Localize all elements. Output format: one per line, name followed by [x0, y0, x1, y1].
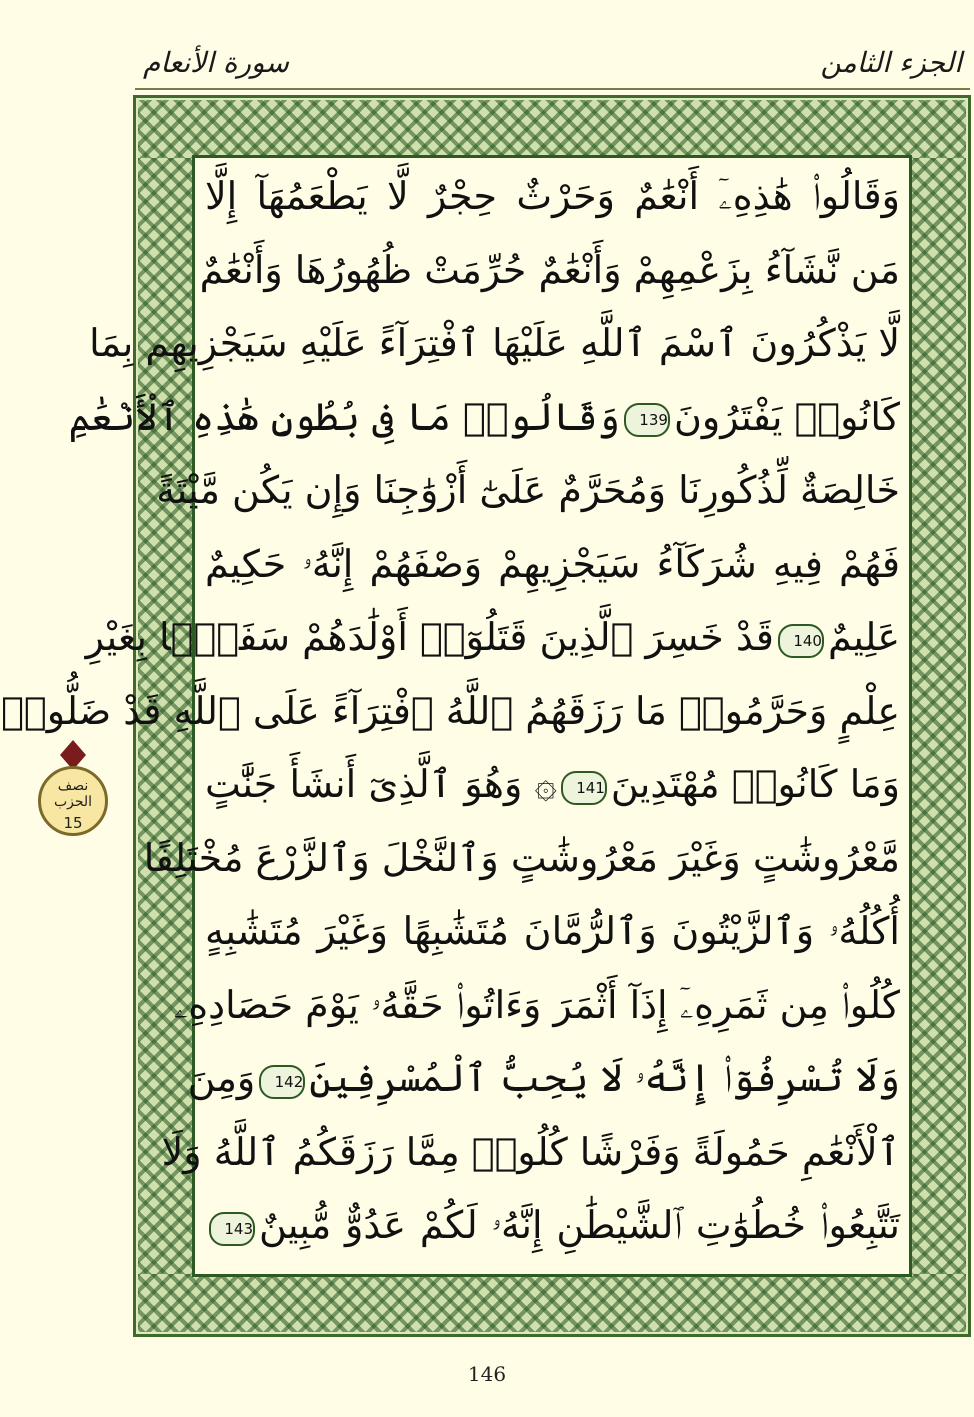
verse-line-continuation: ۞ وَهُوَ ٱلَّذِىٓ أَنشَأَ جَنَّٰتٍ: [205, 762, 557, 806]
verse-line: [161, 1116, 900, 1190]
verse-line-text: تَتَّبِعُوا۟ خُطُوَٰتِ ٱلشَّيْطَٰنِ إِنَّهُۥ لَكُمْ عَدُوٌّ مُّبِينٌ: [259, 1203, 900, 1247]
verse-line: [173, 969, 900, 1043]
hizb-label-top: نصف: [57, 778, 89, 794]
ayah-number-marker: 140: [778, 624, 824, 658]
verse-line-continuation: وَقَالُوا۟ مَا فِى بُطُونِ هَٰذِهِ ٱلْأَنْعَٰمِ: [68, 394, 620, 439]
verse-line-text: خَالِصَةٌ لِّذُكُورِنَا وَمُحَرَّمٌ عَلَىٰٓ أَزْوَٰجِنَا وَإِن يَكُن مَّيْتَةً: [156, 468, 900, 512]
hizb-number: 15: [63, 814, 83, 832]
verse-line-text: وَمَا كَانُوا۟ مُهْتَدِينَ: [610, 762, 900, 806]
verse-line: [68, 381, 900, 455]
verse-line-text: عِلْمٍ وَحَرَّمُوا۟ مَا رَزَقَهُمُ ٱللَّهُ ٱفْتِرَآءً عَلَى ٱللَّهِ قَدْ ضَلُّوا۟: [1, 688, 900, 733]
page-number: 146: [467, 1362, 507, 1386]
verse-line-text: أُكُلُهُۥ وَٱلزَّيْتُونَ وَٱلرُّمَّانَ مُتَشَٰبِهًا وَغَيْرَ مُتَشَٰبِهٍ: [205, 909, 900, 953]
verse-line: [205, 528, 900, 602]
verse-line-text: مَن نَّشَآءُ بِزَعْمِهِمْ وَأَنْعَٰمٌ حُرِّمَتْ ظُهُورُهَا وَأَنْعَٰمٌ: [199, 247, 900, 292]
verse-line-text: عَلِيمٌ: [827, 615, 900, 659]
verse-line-text: ٱلْأَنْعَٰمِ حَمُولَةً وَفَرْشًا كُلُوا۟ مِمَّا رَزَقَكُمُ ٱللَّهُ وَلَا: [161, 1129, 900, 1174]
surah-label: سورة الأنعام: [143, 46, 289, 79]
verse-line-text: كُلُوا۟ مِن ثَمَرِهِۦٓ إِذَآ أَثْمَرَ وَءَاتُوا۟ حَقَّهُۥ يَوْمَ حَصَادِهِۦ: [173, 982, 900, 1027]
ayah-number-marker: 142: [259, 1065, 305, 1099]
verse-line-text: كَانُوا۟ يَفْتَرُونَ: [673, 394, 900, 439]
page-header: [135, 44, 970, 90]
verse-line: [205, 1189, 900, 1263]
verse-line-text: لَّا يَذْكُرُونَ ٱسْمَ ٱللَّهِ عَلَيْهَا ٱفْتِرَآءً عَلَيْهِ سَيَجْزِيهِم بِمَا: [89, 321, 900, 365]
verse-line-text: مَّعْرُوشَٰتٍ وَغَيْرَ مَعْرُوشَٰتٍ وَٱلنَّخْلَ وَٱلزَّرْعَ مُخْتَلِفًا: [143, 835, 900, 880]
juz-label: الجزء الثامن: [820, 46, 962, 79]
verse-line-continuation: قَدْ خَسِرَ ٱلَّذِينَ قَتَلُوٓا۟ أَوْلَٰدَهُمْ سَفَهًۢا بِغَيْرِ: [85, 615, 774, 659]
verse-line: [156, 454, 900, 528]
hizb-marker: [30, 738, 116, 854]
verse-line: [89, 307, 900, 381]
verse-line: [205, 748, 900, 822]
verse-line: [199, 234, 900, 308]
verse-line: [85, 601, 900, 675]
ayah-number-marker: 141: [561, 771, 607, 805]
verse-line-text: فَهُمْ فِيهِ شُرَكَآءُ سَيَجْزِيهِمْ وَصْفَهُمْ إِنَّهُۥ حَكِيمٌ: [205, 541, 900, 586]
verse-line: [205, 160, 900, 234]
verse-line-text: وَقَالُوا۟ هَٰذِهِۦٓ أَنْعَٰمٌ وَحَرْثٌ حِجْرٌ لَّا يَطْعَمُهَآ إِلَّا: [205, 174, 900, 218]
verse-line-text: وَلَا تُسْرِفُوٓا۟ إِنَّهُۥ لَا يُحِبُّ ٱلْمُسْرِفِينَ: [309, 1056, 900, 1100]
verse-line: [187, 1042, 900, 1116]
verse-line-continuation: وَمِنَ: [187, 1056, 256, 1100]
ayah-number-marker: 143: [209, 1212, 255, 1246]
ayah-number-marker: 139: [624, 403, 670, 437]
verse-line: [205, 895, 900, 969]
verse-line: [1, 675, 900, 749]
hizb-label-bottom: الحزب: [53, 794, 93, 810]
verse-line: [143, 822, 900, 896]
